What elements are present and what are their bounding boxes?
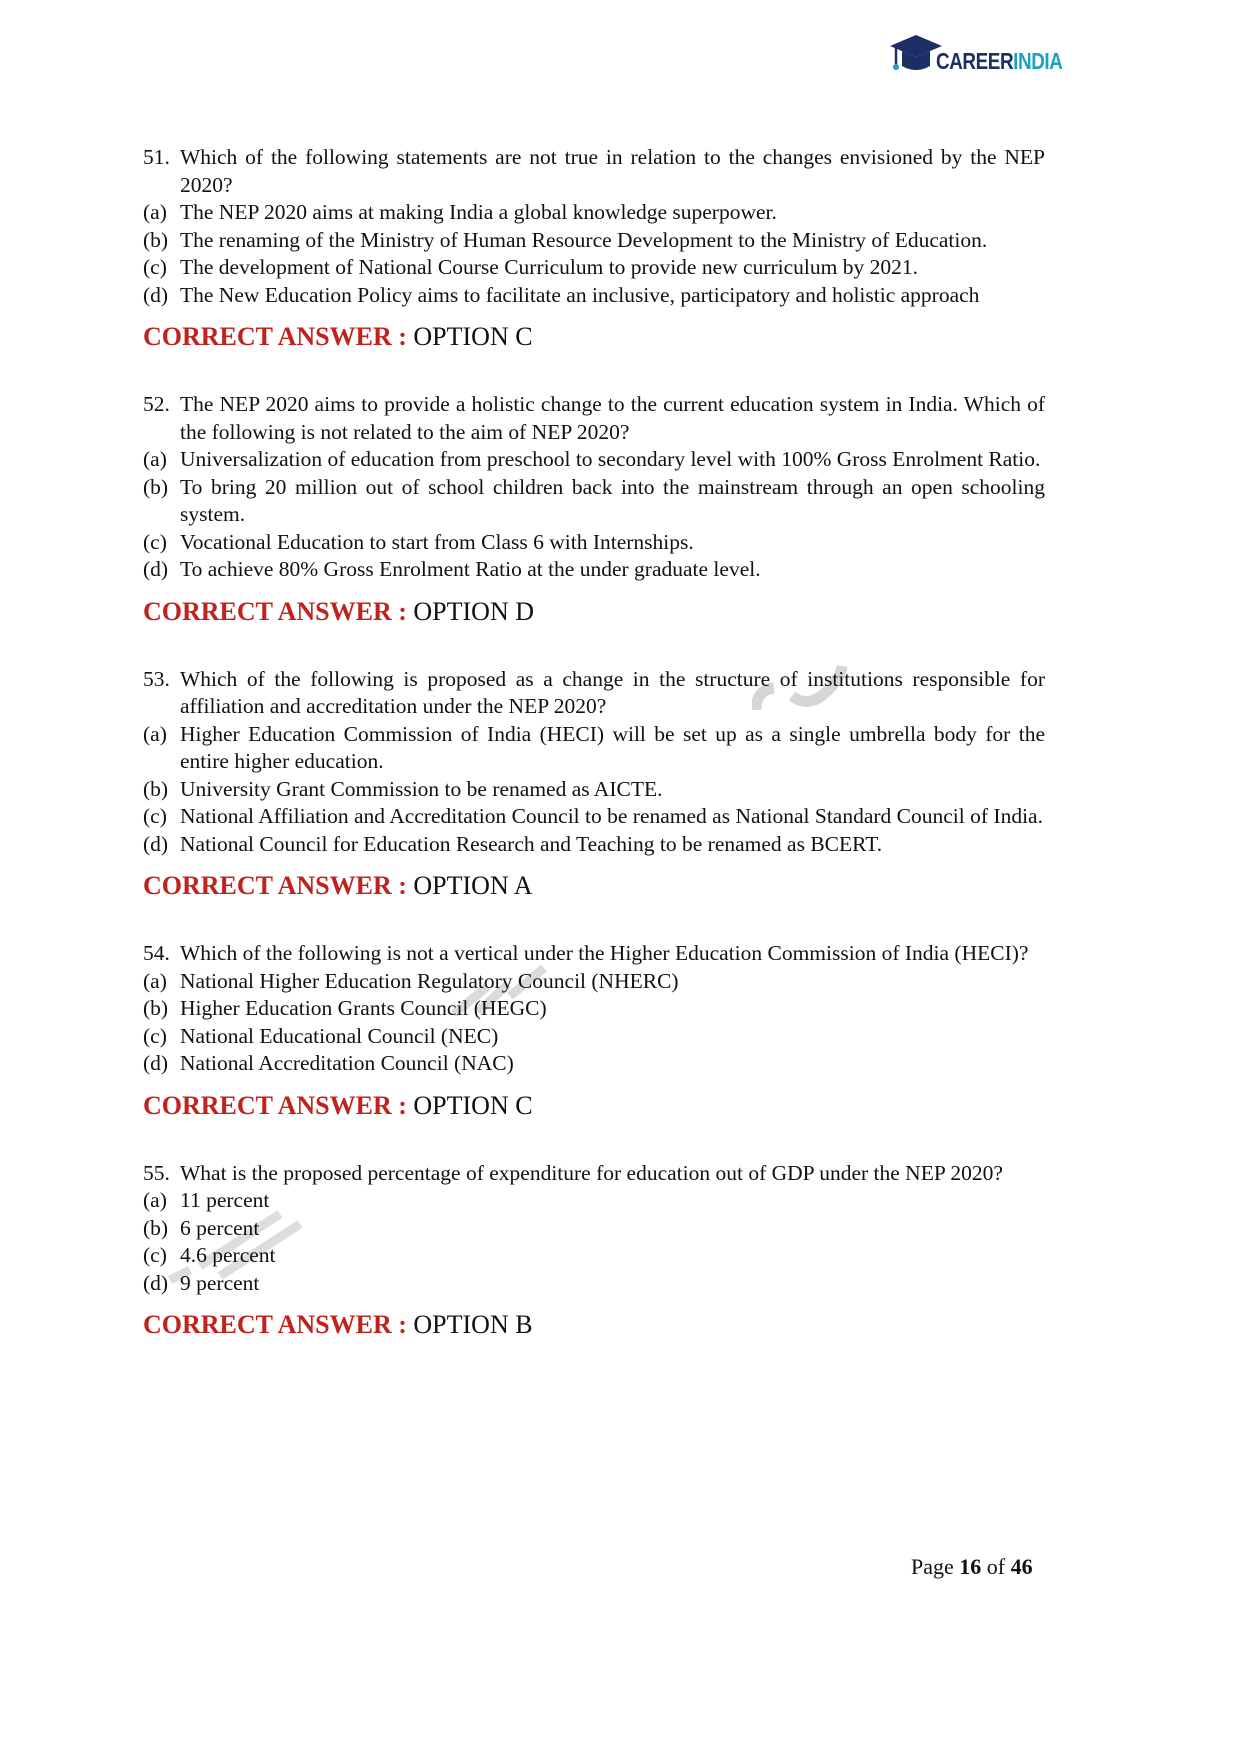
- question-55: [143, 1160, 1045, 1342]
- question-53: [143, 666, 1045, 903]
- option-c: (c) National Educational Council (NEC): [143, 1023, 499, 1048]
- correct-answer: CORRECT ANSWER : OPTION C: [143, 322, 533, 351]
- option-a: (a) 11 percent: [143, 1188, 270, 1212]
- option-b: (b) The renaming of the Ministry of Human Resource Development to the Ministry of Education.: [143, 227, 988, 252]
- correct-answer: CORRECT ANSWER : OPTION C: [143, 1090, 533, 1120]
- correct-answer: CORRECT ANSWER : OPTION A: [143, 871, 533, 900]
- question-54: [143, 940, 1045, 1122]
- question-stem: 53. Which of the following is proposed as a change in the structure of institutions responsible for affiliation and accreditation under the NEP 2020?: [143, 666, 1045, 718]
- option-d: (d) National Council for Education Research and Teaching to be renamed as BCERT.: [143, 831, 883, 856]
- option-c: (c) 4.6 percent: [143, 1243, 276, 1267]
- option-a: (a) Universalization of education from preschool to secondary level with 100% Gross Enrolment Ratio.: [143, 447, 1041, 471]
- option-c: (c) National Affiliation and Accreditation Council to be renamed as National Standard Council of India.: [143, 804, 1043, 828]
- question-stem: 54. Which of the following is not a vertical under the Higher Education Commission of India (HECI)?: [143, 941, 1029, 965]
- option-a: (a) Higher Education Commission of India (HECI) will be set up as a single umbrella body for the entire higher education.: [143, 721, 1045, 773]
- option-d: (d) 9 percent: [143, 1270, 260, 1295]
- option-d: (d) The New Education Policy aims to facilitate an inclusive, participatory and holistic approach: [143, 282, 980, 307]
- question-list: [143, 144, 1045, 1379]
- option-c: (c) Vocational Education to start from Class 6 with Internships.: [143, 529, 694, 554]
- option-b: (b) To bring 20 million out of school children back into the mainstream through an open schooling system.: [143, 474, 1045, 526]
- question-stem: 55. What is the proposed percentage of expenditure for education out of GDP under the NEP 2020?: [143, 1160, 1003, 1185]
- option-a: (a) National Higher Education Regulatory Council (NHERC): [143, 968, 679, 993]
- correct-answer: CORRECT ANSWER : OPTION D: [143, 596, 535, 626]
- option-d: (d) To achieve 80% Gross Enrolment Ratio at the under graduate level.: [143, 557, 761, 581]
- question-51: [143, 144, 1045, 353]
- option-b: (b) Higher Education Grants Council (HEGC): [143, 996, 547, 1020]
- logo-text: CAREERINDIA: [936, 48, 1063, 74]
- question-stem: 51. Which of the following statements are not true in relation to the changes envisioned by the NEP 2020?: [143, 145, 1045, 197]
- option-d: (d) National Accreditation Council (NAC): [143, 1051, 514, 1075]
- option-b: (b) 6 percent: [143, 1215, 260, 1240]
- option-b: (b) University Grant Commission to be renamed as AICTE.: [143, 776, 663, 801]
- question-52: [143, 391, 1045, 628]
- correct-answer: CORRECT ANSWER : OPTION B: [143, 1310, 533, 1339]
- option-a: (a) The NEP 2020 aims at making India a global knowledge superpower.: [143, 200, 777, 224]
- question-stem: 52. The NEP 2020 aims to provide a holistic change to the current education system in India. Which of the following is not related to the aim of NEP 2020?: [143, 392, 1045, 444]
- option-c: (c) The development of National Course Curriculum to provide new curriculum by 2021.: [143, 255, 918, 279]
- page-number: Page 16 of 46: [911, 1554, 1033, 1579]
